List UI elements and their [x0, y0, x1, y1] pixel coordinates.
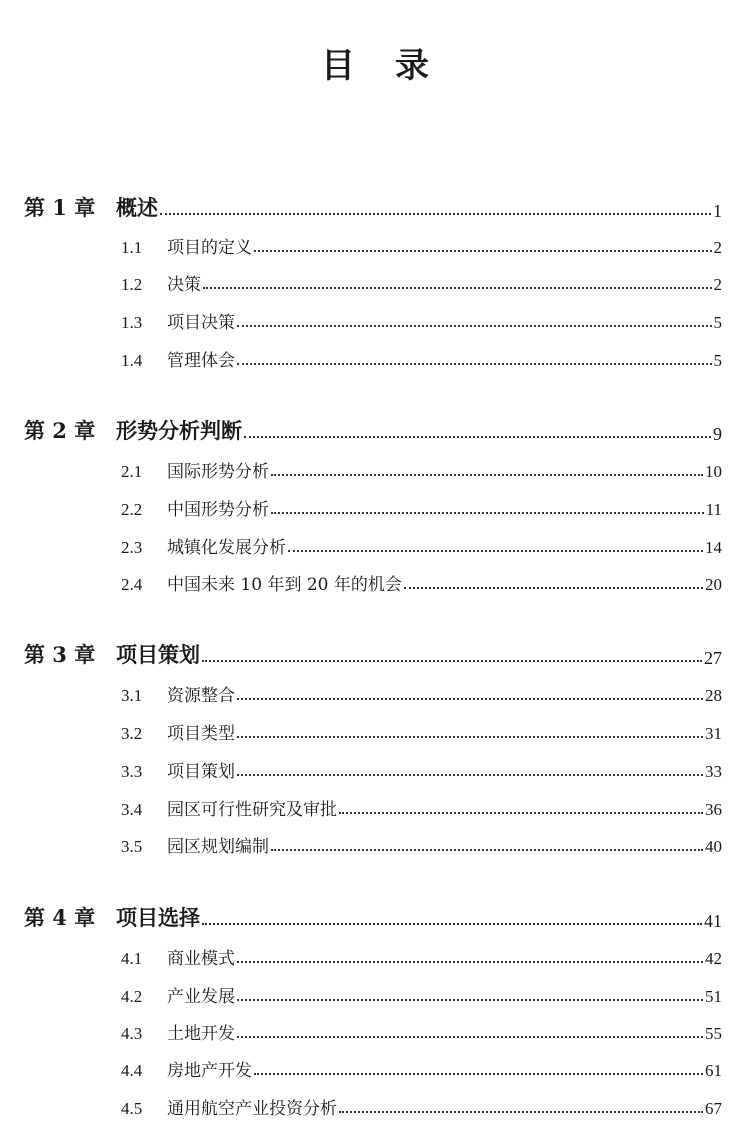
section-name: 项目策划 — [167, 762, 235, 782]
section-name: 项目类型 — [167, 724, 235, 744]
page-number: 41 — [704, 911, 722, 931]
dot-leader — [202, 660, 702, 662]
section-name: 园区规划编制 — [167, 837, 269, 857]
section-number: 1.2 — [121, 275, 143, 294]
dot-leader — [237, 698, 703, 700]
page-number: 5 — [713, 313, 722, 332]
page-number: 67 — [705, 1099, 722, 1118]
section-name: 国际形势分析 — [167, 462, 269, 482]
toc-section[interactable] — [121, 977, 722, 1007]
page-number: 51 — [705, 987, 722, 1006]
section-number: 4.5 — [121, 1099, 143, 1118]
toc-section[interactable] — [121, 1014, 722, 1044]
dot-leader — [237, 736, 703, 738]
page-number: 61 — [705, 1061, 722, 1080]
page-number: 55 — [705, 1024, 722, 1043]
section-number: 2.3 — [121, 538, 143, 557]
dot-leader — [254, 250, 712, 252]
dot-leader — [254, 1073, 703, 1075]
section-number: 2.1 — [121, 462, 143, 481]
page-number: 36 — [705, 800, 722, 819]
toc-section[interactable] — [121, 303, 722, 333]
section-number: 3.5 — [121, 837, 143, 856]
title-char: 目 — [321, 46, 355, 86]
page-number: 20 — [705, 575, 722, 594]
page-number: 9 — [713, 424, 722, 444]
dot-leader — [203, 287, 712, 289]
chapter-name: 项目策划 — [116, 642, 200, 667]
section-number: 4.2 — [121, 987, 143, 1006]
title-char: 录 — [395, 46, 429, 86]
toc-section[interactable] — [121, 452, 722, 482]
page-number: 11 — [705, 500, 722, 519]
toc-section[interactable] — [121, 1051, 722, 1081]
dot-leader — [202, 923, 702, 925]
dot-leader — [339, 1111, 703, 1113]
page-number: 40 — [705, 837, 722, 856]
dot-leader — [288, 550, 703, 552]
page-number: 33 — [705, 762, 722, 781]
page-number: 10 — [705, 462, 722, 481]
chapter-name: 概述 — [116, 195, 158, 220]
page-number: 14 — [705, 538, 722, 557]
toc-section[interactable] — [121, 752, 722, 782]
page-number: 1 — [713, 201, 722, 221]
section-number: 4.1 — [121, 949, 143, 968]
section-name: 管理体会 — [167, 351, 235, 371]
toc-chapter-4[interactable] — [24, 902, 722, 932]
page-number: 27 — [704, 648, 722, 668]
section-name: 城镇化发展分析 — [167, 538, 286, 558]
chapter-label: 第 4 章 — [24, 905, 96, 930]
section-name: 中国未来 10 年到 20 年的机会 — [167, 575, 402, 595]
page-number: 2 — [713, 238, 722, 257]
section-number: 3.3 — [121, 762, 143, 781]
toc-chapter-3[interactable] — [24, 639, 722, 669]
dot-leader — [404, 587, 703, 589]
section-number: 2.4 — [121, 575, 143, 594]
page-number: 2 — [713, 275, 722, 294]
section-number: 3.4 — [121, 800, 143, 819]
chapter-name: 形势分析判断 — [116, 418, 242, 443]
section-name: 园区可行性研究及审批 — [167, 800, 337, 820]
toc-section[interactable] — [121, 341, 722, 371]
dot-leader — [237, 1036, 703, 1038]
section-name: 土地开发 — [167, 1024, 235, 1044]
section-name: 产业发展 — [167, 987, 235, 1007]
section-number: 2.2 — [121, 500, 143, 519]
chapter-label: 第 3 章 — [24, 642, 96, 667]
toc-section[interactable] — [121, 827, 722, 857]
section-number: 1.3 — [121, 313, 143, 332]
dot-leader — [237, 325, 712, 327]
section-name: 项目决策 — [167, 313, 235, 333]
dot-leader — [237, 774, 703, 776]
page-number: 5 — [713, 351, 722, 370]
section-number: 3.1 — [121, 686, 143, 705]
section-name: 决策 — [167, 275, 201, 295]
dot-leader — [271, 512, 704, 514]
toc-section[interactable] — [121, 228, 722, 258]
toc-section[interactable] — [121, 490, 722, 520]
section-number: 4.4 — [121, 1061, 143, 1080]
dot-leader — [271, 474, 703, 476]
toc-chapter-2[interactable] — [24, 415, 722, 445]
section-name: 中国形势分析 — [167, 500, 269, 520]
toc-section[interactable] — [121, 676, 722, 706]
section-number: 4.3 — [121, 1024, 143, 1043]
toc-section[interactable] — [121, 565, 722, 595]
section-number: 3.2 — [121, 724, 143, 743]
dot-leader — [244, 436, 711, 438]
toc-section[interactable] — [121, 1089, 722, 1119]
toc-section[interactable] — [121, 939, 722, 969]
section-name: 商业模式 — [167, 949, 235, 969]
page-number: 31 — [705, 724, 722, 743]
dot-leader — [160, 213, 711, 215]
toc-section[interactable] — [121, 528, 722, 558]
section-number: 1.1 — [121, 238, 143, 257]
dot-leader — [339, 812, 703, 814]
chapter-name: 项目选择 — [116, 905, 200, 930]
page-number: 28 — [705, 686, 722, 705]
section-number: 1.4 — [121, 351, 143, 370]
dot-leader — [237, 363, 712, 365]
page-title — [0, 38, 750, 87]
toc-chapter-1[interactable] — [24, 192, 722, 222]
dot-leader — [271, 849, 703, 851]
toc-section[interactable] — [121, 714, 722, 744]
toc-section[interactable] — [121, 790, 722, 820]
toc-section[interactable] — [121, 265, 722, 295]
section-name: 资源整合 — [167, 686, 235, 706]
chapter-label: 第 2 章 — [24, 418, 96, 443]
page-number: 42 — [705, 949, 722, 968]
dot-leader — [237, 999, 703, 1001]
section-name: 通用航空产业投资分析 — [167, 1099, 337, 1119]
section-name: 项目的定义 — [167, 238, 252, 258]
section-name: 房地产开发 — [167, 1061, 252, 1081]
chapter-label: 第 1 章 — [24, 195, 96, 220]
dot-leader — [237, 961, 703, 963]
